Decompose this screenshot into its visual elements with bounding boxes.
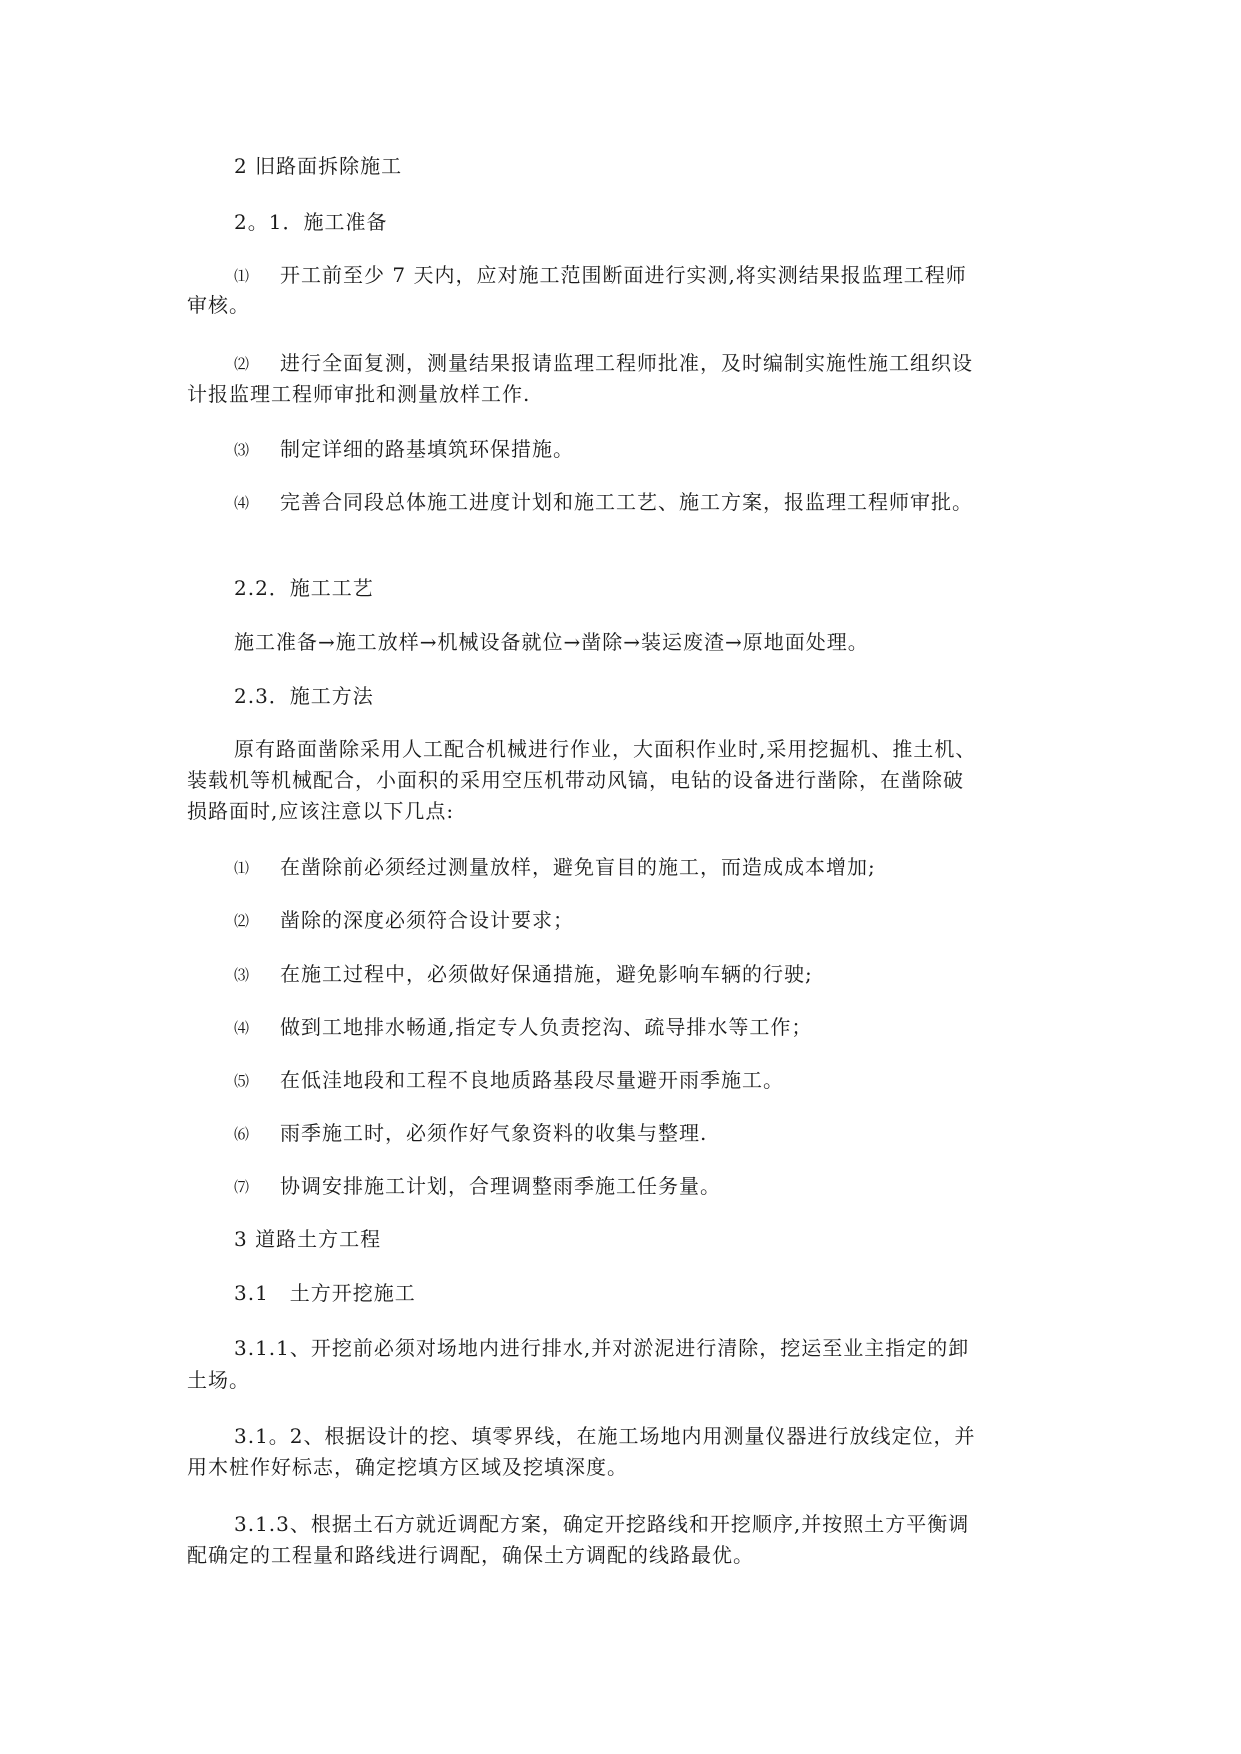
list-item xyxy=(234,960,813,989)
list-item-text: 开工前至少 7 天内，应对施工范围断面进行实测,将实测结果报监理工程师 xyxy=(280,263,967,287)
paragraph-3-1-1: 3.1.1、开挖前必须对场地内进行排水,并对淤泥进行清除，挖运至业主指定的卸 xyxy=(234,1336,970,1360)
list-item-number: ⑶ xyxy=(234,966,250,984)
paragraph-3-1-3: 3.1.3、根据土石方就近调配方案，确定开挖路线和开挖顺序,并按照土方平衡调 xyxy=(234,1512,970,1536)
section-2-heading: 2 旧路面拆除施工 xyxy=(234,154,403,178)
method-paragraph-line: 损路面时,应该注意以下几点: xyxy=(187,799,455,823)
list-item-number: ⑺ xyxy=(234,1178,250,1196)
list-item xyxy=(234,1013,812,1042)
list-item-text: 进行全面复测，测量结果报请监理工程师批准，及时编制实施性施工组织设 xyxy=(280,351,973,375)
list-item-number: ⑷ xyxy=(234,494,250,512)
list-item-text: 在凿除前必须经过测量放样，避免盲目的施工，而造成成本增加; xyxy=(280,855,876,879)
list-item-text: 雨季施工时，必须作好气象资料的收集与整理. xyxy=(280,1121,708,1145)
list-item-number: ⑵ xyxy=(234,355,250,373)
section-2-3-heading: 2.3．施工方法 xyxy=(234,684,374,708)
list-item-text: 完善合同段总体施工进度计划和施工工艺、施工方案，报监理工程师审批。 xyxy=(280,490,973,514)
list-item xyxy=(234,853,876,882)
paragraph-3-1-1-cont: 土场。 xyxy=(187,1368,250,1392)
list-item-text: 凿除的深度必须符合设计要求； xyxy=(280,908,574,932)
list-item-continuation: 计报监理工程师审批和测量放样工作. xyxy=(187,382,531,406)
method-paragraph-line: 装载机等机械配合，小面积的采用空压机带动风镐，电钻的设备进行凿除，在凿除破 xyxy=(187,768,964,792)
process-flow: 施工准备→施工放样→机械设备就位→凿除→装运废渣→原地面处理。 xyxy=(234,630,869,654)
list-item xyxy=(234,261,967,290)
list-item xyxy=(234,488,973,517)
paragraph-3-1-3-cont: 配确定的工程量和路线进行调配，确保土方调配的线路最优。 xyxy=(187,1543,754,1567)
list-item-number: ⑷ xyxy=(234,1019,250,1037)
list-item-text: 做到工地排水畅通,指定专人负责挖沟、疏导排水等工作； xyxy=(280,1015,813,1039)
list-item-number: ⑵ xyxy=(234,912,250,930)
list-item xyxy=(234,1119,707,1148)
list-item-number: ⑴ xyxy=(234,267,250,285)
section-2-2-heading: 2.2．施工工艺 xyxy=(234,576,374,600)
section-2-1-heading: 2。1．施工准备 xyxy=(234,210,388,234)
list-item-text: 在低洼地段和工程不良地质路基段尽量避开雨季施工。 xyxy=(280,1068,784,1092)
list-item-number: ⑸ xyxy=(234,1072,250,1090)
list-item xyxy=(234,435,574,464)
list-item xyxy=(234,1066,784,1095)
list-item xyxy=(234,1172,721,1201)
list-item xyxy=(234,906,574,935)
list-item-text: 在施工过程中，必须做好保通措施，避免影响车辆的行驶; xyxy=(280,962,813,986)
list-item-text: 协调安排施工计划，合理调整雨季施工任务量。 xyxy=(280,1174,721,1198)
list-item xyxy=(234,349,973,378)
paragraph-3-1-2-cont: 用木桩作好标志，确定挖填方区域及挖填深度。 xyxy=(187,1455,628,1479)
method-paragraph-line: 原有路面凿除采用人工配合机械进行作业，大面积作业时,采用挖掘机、推土机、 xyxy=(234,737,977,761)
list-item-number: ⑶ xyxy=(234,441,250,459)
section-3-1-heading: 3.1 土方开挖施工 xyxy=(234,1281,416,1305)
list-item-number: ⑴ xyxy=(234,859,250,877)
paragraph-3-1-2: 3.1。2、根据设计的挖、填零界线，在施工场地内用测量仪器进行放线定位，并 xyxy=(234,1424,976,1448)
section-3-heading: 3 道路土方工程 xyxy=(234,1227,382,1251)
list-item-number: ⑹ xyxy=(234,1125,250,1143)
list-item-text: 制定详细的路基填筑环保措施。 xyxy=(280,437,574,461)
list-item-continuation: 审核。 xyxy=(187,293,250,317)
